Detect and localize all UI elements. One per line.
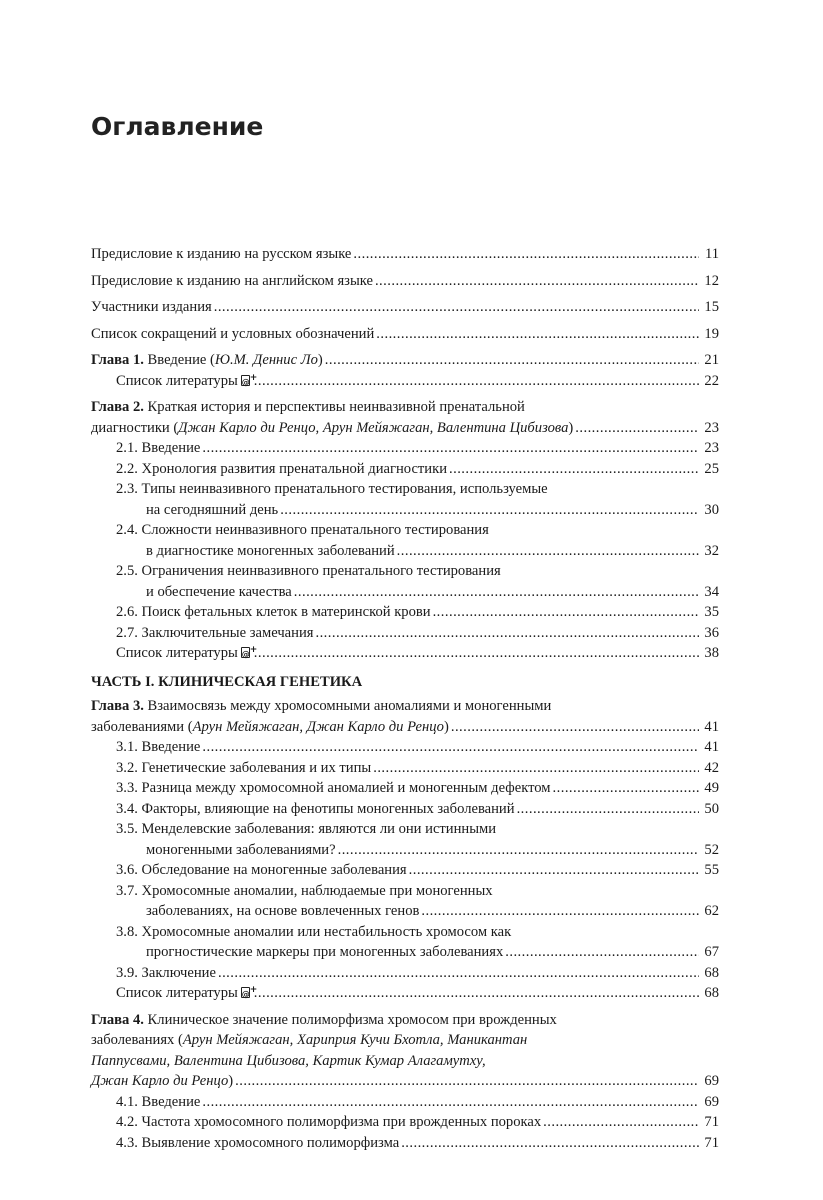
toc-entry [91,324,719,345]
chapter-title: Взаимосвязь между хромосомными аномалиями и моногенными [143,698,552,714]
toc-page-number: 69 [704,1093,719,1110]
toc-entry-title: Предисловие к изданию на русском языке [91,246,352,262]
section-title: 3.5. Менделевские заболевания: являются ли они истинными [116,821,497,837]
section-title: 2.2. Хронология развития пренатальной диагностики [116,460,448,477]
toc-page-number: 34 [704,583,719,600]
chapter-label: Глава 3. [91,698,144,714]
part-heading: ЧАСТЬ I. КЛИНИЧЕСКАЯ ГЕНЕТИКА [91,673,363,690]
section-title: 3.4. Факторы, влияющие на фенотипы моногенных заболеваний [116,800,515,817]
toc-page-number: 55 [704,862,719,878]
toc-page-number: 62 [704,903,719,919]
toc-page-number: 23 [704,440,719,456]
chapter-authors: Арун Мейяжаган, Хариприя Кучи Бхотла, Маникантан [182,1032,528,1048]
toc-page-number: 19 [704,325,719,342]
chapter-authors: Джан Карло ди Ренцо [91,1073,229,1089]
toc-page-number: 41 [704,718,719,735]
toc-page-number: 32 [704,542,719,559]
references-title: Список литературы [116,645,238,661]
chapter-label: Глава 4. [91,1011,144,1028]
toc-entry [91,244,719,265]
toc-chapter-3: Глава 3. Взаимосвязь между хромосомными аномалиями и моногенными заболеваниями (Арун Мейяжаган, Джан Карло ди Ренцо) . . . 41 3.1. Введение . . . 41 3.2. Генетические заболевания и их типы . . . 42 3.3. Разница между хромосомной аномалией и моногенным дефектом . . . 49 3.4. Факторы, влияющие на фенотипы моногенных заболеваний . . . 50 3.5. Менделевские заболевания: являются ли они истинными моногенными заболеваниями? . . . 52 3.6. Обследование на моногенные заболевания . . . 55 3.7. Хромосомные аномалии, наблюдаемые при моногенных заболеваниях, на основе вовлеченных генов . . . 62 3.8. Хромосомные аномалии или нестабильность хромосом как прогностические маркеры при моногенных заболеваниях . . . 67 3.9. Заключение . . . 68 Список литературы @ + . . . 68 [91,696,719,1004]
section-title: 2.6. Поиск фетальных клеток в материнской крови [116,604,431,620]
chapter-title: Клиническое значение полиморфизма хромосом при врожденных [143,1011,557,1028]
references-title: Список литературы [116,985,238,1001]
toc-page-number: 11 [704,246,719,262]
toc-page-number: 25 [704,460,719,477]
toc-page-number: 52 [704,841,719,858]
toc-chapter-2: Глава 2. Краткая история и перспективы неинвазивной пренатальной диагностики (Джан Карло ди Ренцо, Арун Мейяжаган, Валентина Цибизова) . . . 23 2.1. Введение . . . 23 2.2. Хронология развития пренатальной диагностики . . . 25 2.3. Типы неинвазивного пренатального тестирования, используемые на сегодняшний день . . . 30 2.4. Сложности неинвазивного пренатального тестирования в диагностике моногенных заболеваний . . . 32 2.5. Ограничения неинвазивного пренатального тестирования и обеспечение качества . . . 34 2.6. Поиск фетальных клеток в материнской крови . . . 35 2.7. Заключительные замечания . . . 36 Список литературы @ + . . . 38 [91,397,719,664]
section-title: 3.2. Генетические заболевания и их типы [116,759,372,776]
chapter-title: Краткая история и перспективы неинвазивной пренатальной [143,399,525,415]
toc-entry-title: Предисловие к изданию на английском языке [91,272,373,289]
section-title: 2.7. Заключительные замечания [116,624,314,641]
chapter-title: Введение ( [143,352,215,368]
toc-page-number: 15 [704,299,719,315]
page-title: Оглавление [91,112,264,141]
toc-entry-title: Список сокращений и условных обозначений [91,325,375,342]
section-title: 4.2. Частота хромосомного полиморфизма при врожденных пороках [116,1114,542,1130]
section-title-cont: в диагностике моногенных заболеваний [146,542,395,559]
section-title: 2.5. Ограничения неинвазивного пренатального тестирования [116,563,501,579]
toc-page-number: 68 [704,985,719,1001]
section-title: 3.1. Введение [116,739,201,755]
references-title: Список литературы [116,372,238,389]
toc-page-number: 68 [704,964,719,981]
section-title: 3.8. Хромосомные аномалии или нестабильность хромосом как [116,923,512,940]
section-title: 2.4. Сложности неинвазивного пренатального тестирования [116,522,489,538]
section-title-cont: на сегодняшний день [146,501,279,518]
section-title: 3.9. Заключение [116,964,216,981]
toc-page-number: 30 [704,501,719,518]
online-resource-icon: @ + [241,645,252,658]
toc-page-number: 12 [704,272,719,289]
section-title: 4.1. Введение [116,1093,201,1110]
toc-page-number: 71 [704,1134,719,1151]
toc-page-number: 35 [704,604,719,620]
section-title: 2.3. Типы неинвазивного пренатального тестирования, используемые [116,481,548,497]
toc-chapter-4: Глава 4. Клиническое значение полиморфизма хромосом при врожденных заболеваниях (Арун Мейяжаган, Хариприя Кучи Бхотла, Маникантан Паппусвами, Валентина Цибизова, Картик Кумар Алагамутху, Джан Карло ди Ренцо) . . . 69 4.1. Введение . . . 69 4.2. Частота хромосомного полиморфизма при врожденных пороках . . . 71 4.3. Выявление хромосомного полиморфизма . . . 71 [91,1010,719,1154]
toc-page-number: 38 [704,645,719,661]
section-title: 3.3. Разница между хромосомной аномалией и моногенным дефектом [116,780,551,796]
chapter-authors: Арун Мейяжаган, Джан Карло ди Ренцо [192,718,444,735]
section-title-cont: моногенными заболеваниями? [146,841,336,858]
section-title-cont: прогностические маркеры при моногенных заболеваниях [146,944,504,960]
chapter-label: Глава 2. [91,399,144,415]
chapter-authors: Паппусвами, Валентина Цибизова, Картик Кумар Алагамутху, [91,1052,486,1069]
toc-page-number: 21 [704,352,719,368]
section-title: 3.6. Обследование на моногенные заболевания [116,862,407,878]
toc-page-number: 41 [704,739,719,755]
chapter-authors: Джан Карло ди Ренцо, Арун Мейяжаган, Валентина Цибизова [178,419,569,436]
section-title: 4.3. Выявление хромосомного полиморфизма [116,1134,400,1151]
section-title: 2.1. Введение [116,440,201,456]
online-resource-icon: @ + [241,373,252,386]
toc-page-number: 36 [704,624,719,641]
section-title-cont: и обеспечение качества [146,583,292,600]
chapter-label: Глава 1. [91,352,144,368]
toc-page-number: 71 [704,1114,719,1130]
toc-page-number: 69 [704,1073,719,1089]
toc-entry [91,271,719,292]
table-of-contents [91,244,719,1153]
toc-entry [91,297,719,318]
toc-page-number: 49 [704,780,719,796]
toc-chapter-1: Глава 1. Введение (Ю.М. Деннис Ло) . . . 21 Список литературы @ + . . . 22 [91,350,719,391]
toc-page-number: 23 [704,419,719,436]
toc-page-number: 67 [704,944,719,960]
toc-page-number: 50 [704,800,719,817]
toc-page-number: 22 [704,372,719,389]
toc-entry-title: Участники издания [91,299,212,315]
section-title: 3.7. Хромосомные аномалии, наблюдаемые при моногенных [116,882,493,899]
toc-page-number: 42 [704,759,719,776]
section-title-cont: заболеваниях, на основе вовлеченных генов [146,903,420,919]
online-resource-icon: @ + [241,985,252,998]
chapter-authors: Ю.М. Деннис Ло [214,352,318,368]
